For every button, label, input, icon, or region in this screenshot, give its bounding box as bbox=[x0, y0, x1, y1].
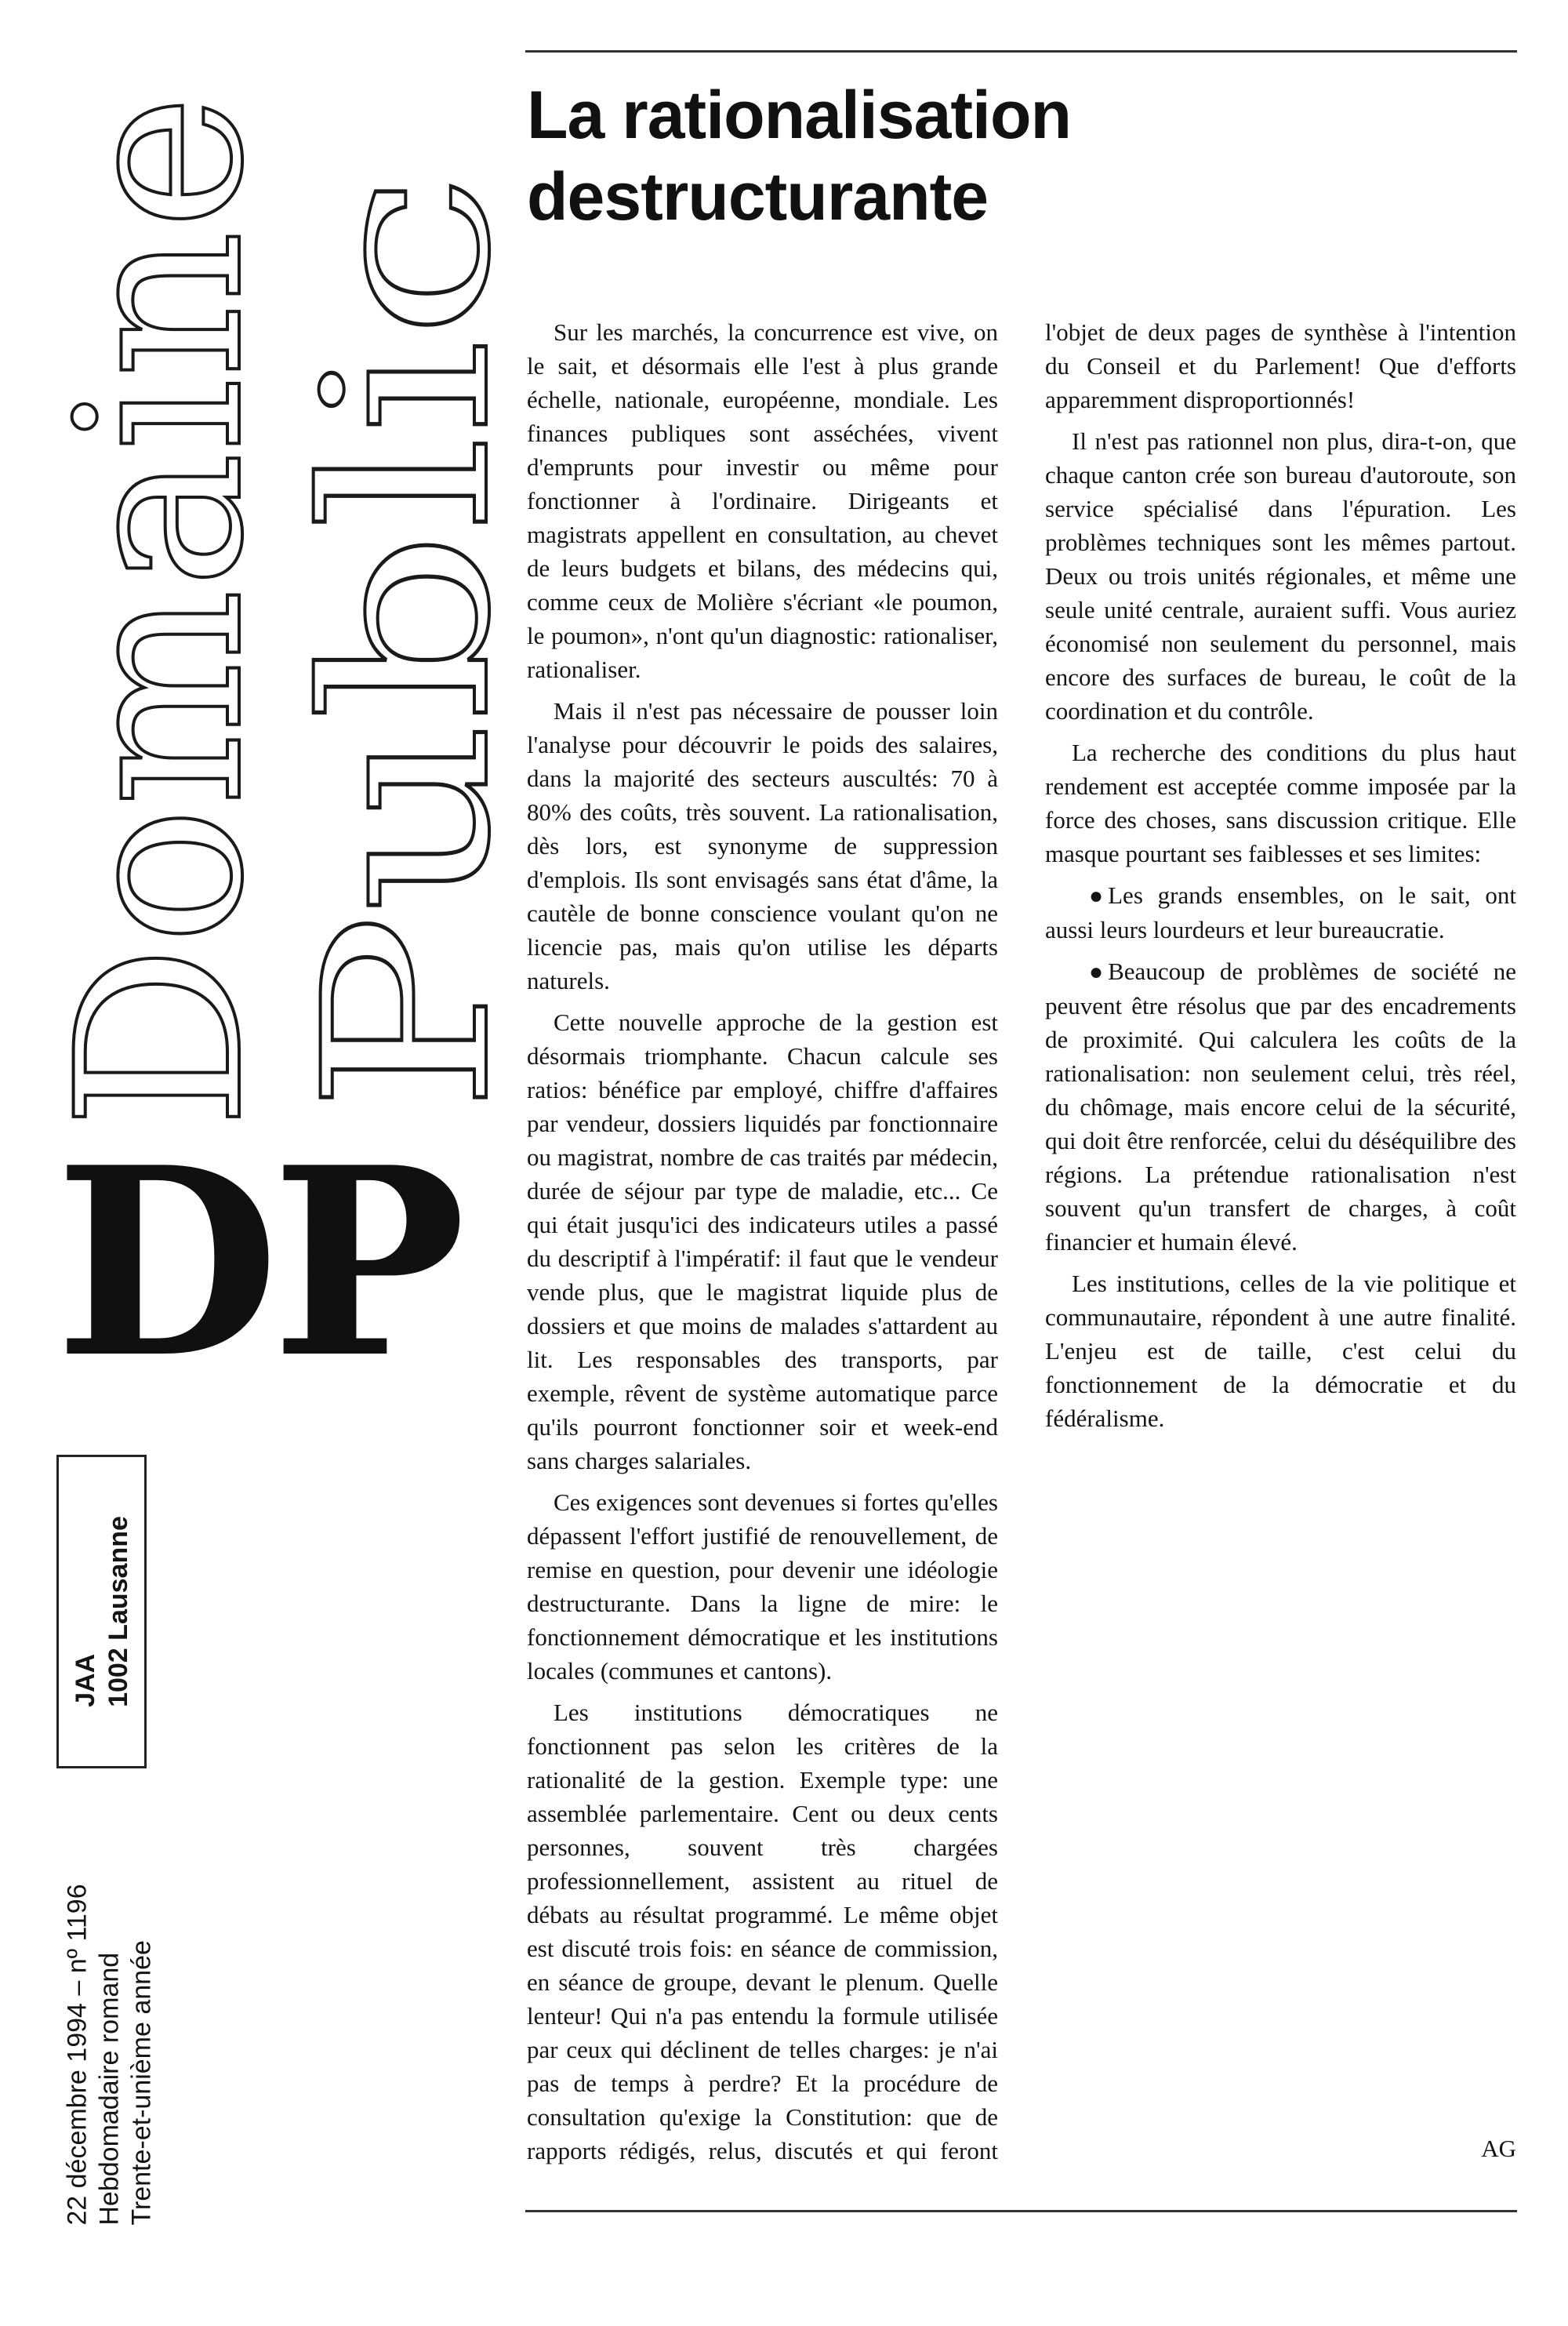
bullet-icon: ● bbox=[1089, 959, 1104, 985]
article-paragraph: Les institutions, celles de la vie politique et communautaire, répondent à une autre finalité. L'enjeu est de taille, c'est celui du fonctionnement de la démocratie et du fédéralisme. bbox=[1045, 1270, 1516, 1432]
bullet-icon: ● bbox=[1089, 883, 1104, 909]
article-title: La rationalisation destructurante bbox=[527, 78, 1072, 234]
issue-year: Trente-et-unième année bbox=[126, 1940, 157, 2226]
article-paragraph: Cette nouvelle approche de la gestion est désormais triomphante. Chacun calcule ses ratios: bénéfice par employé, chiffre d'affaires par vendeur, dossiers liquidés par fonctionnaire ou magistrat, nombre de cas traités par médecin, durée de séjour par type de maladie, etc... Ce qui était jusqu'ici des indicateurs utiles a passé du descriptif à l'impératif: il faut que le vendeur vende plus, que le magistrat liquide plus de dossiers et que moins de malades s'attardent au lit. Les responsables des transports, par exemple, rêvent de système automatique parce qu'ils pourront fonctionner soir et week-end sans charges salariales. bbox=[527, 1009, 998, 1474]
bullet-text: Beaucoup de problèmes de société ne peuvent être résolus que par des encadrements de proximité. Qui calculera les coûts de la rationalisation: non seulement celui, très réel, du chômage, mais encore celui de la sécurité, qui doit être renforcée, celui du déséquilibre des régions. La prétendue rationalisation n'est souvent qu'un transfert de charges, à coût financier et humain élevé. bbox=[1045, 958, 1516, 1256]
masthead-title-public: Public bbox=[276, 395, 540, 1114]
article-body bbox=[527, 315, 1516, 2182]
article-paragraph: Ces exigences sont devenues si fortes qu'elles dépassent l'effort justifié de renouvellement, de remise en question, pour devenir une idéologie destructurante. Dans la ligne de mire: le fonctionnement démocratique et les institutions locales (communes et cantons). bbox=[527, 1488, 998, 1685]
postal-address-box bbox=[56, 1455, 147, 1768]
postal-city: 1002 Lausanne bbox=[103, 1516, 133, 1707]
article-paragraph: La recherche des conditions du plus haut rendement est acceptée comme imposée par la force des choses, sans discussion critique. Elle masque pourtant ses faiblesses et ses limites: bbox=[1045, 739, 1516, 867]
issue-info bbox=[47, 1819, 172, 2290]
postal-code-jaa: JAA bbox=[70, 1653, 100, 1707]
dp-logo: DP bbox=[55, 1110, 459, 1415]
issue-date-number: 22 décembre 1994 – nº 1196 bbox=[62, 1884, 93, 2226]
postal-address-text bbox=[69, 1516, 135, 1707]
article-paragraph: Il n'est pas rationnel non plus, dira-t-on, que chaque canton crée son bureau d'autoroute, son service spécialisé dans l'épuration. Les problèmes techniques sont les mêmes partout. Deux ou trois unités régionales, et même une seule unité centrale, auraient suffi. Vous auriez économisé non seulement du personnel, mais encore des surfaces de bureau, le coût de la coordination et du contrôle. bbox=[1045, 427, 1516, 725]
article-paragraph: Mais il n'est pas nécessaire de pousser loin l'analyse pour découvrir le poids des salaires, dans la majorité des secteurs auscultés: 70 à 80% des coûts, très souvent. La rationalisation, dès lors, est synonyme de suppression d'emplois. Ils sont envisagés sans état d'âme, la cautèle de bonne conscience voulant qu'on ne licencie pas, mais qu'on utilise les départs naturels. bbox=[527, 697, 998, 994]
top-rule bbox=[525, 50, 1517, 53]
article-paragraph: Sur les marchés, la concurrence est vive, on le sait, et désormais elle l'est à plus grande échelle, nationale, européenne, mondiale. Les finances publiques sont asséchées, vivent d'emprunts pour investir ou même pour fonctionner à l'ordinaire. Dirigeants et magistrats appellent en consultation, au chevet de leurs budgets et bilans, des médecins qui, comme ceux de Molière s'écriant «le poumon, le poumon», n'ont qu'un diagnostic: rationaliser, rationaliser. bbox=[527, 318, 998, 683]
article-signature: AG bbox=[1481, 2135, 1516, 2162]
bullet-item bbox=[1045, 954, 1516, 1259]
article-paragraph: Les institutions démocratiques ne fonctionnent pas selon les critères de la rationalité de la gestion. Exemple type: une assemblée parlementaire. Cent ou deux cents personnes, souvent très chargées professionnellement, assistent au rituel de débats au résultat programmé. Le même objet est discuté trois fois: en séance de commission, en séance de groupe, devant le plenum. Quelle lenteur! Qui n'a pas entendu la formule utilisée par ceux qui déclinent de telles charges: je n'ai pas de temps à perdre? Et la procédure de consultation qu'exige la Constitution: que de rapports rédigés, relus, discutés et qui feront l'objet de deux pages de synthèse à l'intention du Conseil et du Parlement! Que d'efforts apparemment disproportionnés! bbox=[527, 318, 1516, 2164]
bottom-rule bbox=[525, 2210, 1517, 2212]
masthead-title bbox=[29, 47, 540, 1129]
issue-frequency: Hebdomadaire romand bbox=[94, 1952, 125, 2226]
masthead-title-domaine: Domaine bbox=[29, 104, 293, 1129]
bullet-text: Les grands ensembles, on le sait, ont aussi leurs lourdeurs et leur bureaucratie. bbox=[1045, 881, 1516, 943]
bullet-item bbox=[1045, 878, 1516, 947]
